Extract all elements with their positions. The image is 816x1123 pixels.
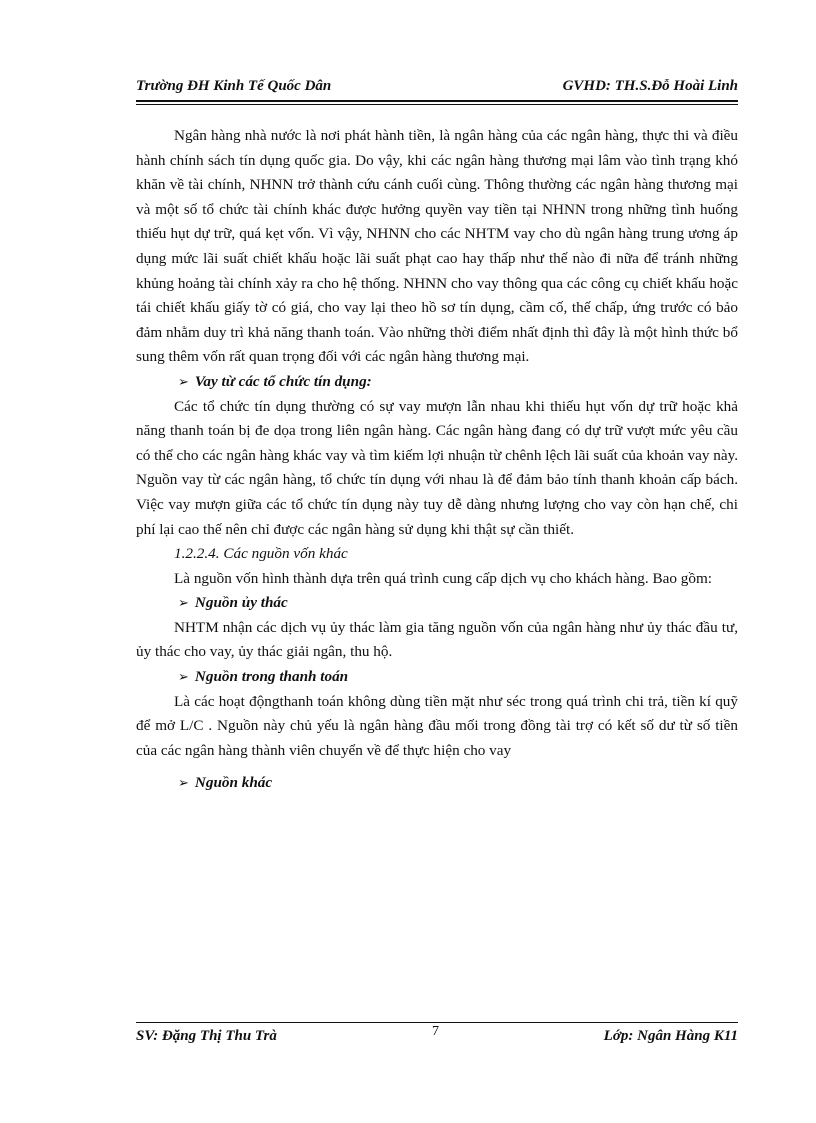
page-header — [136, 76, 738, 102]
arrow-bullet-icon: ➢ — [178, 373, 189, 389]
heading-trust-source: ➢ Nguồn ủy thác — [178, 594, 288, 612]
paragraph-central-bank: Ngân hàng nhà nước là nơi phát hành tiền, là ngân hàng của các ngân hàng, thực thi và điều hành chính sách tín dụng quốc gia. Do vậy, khi các ngân hàng thương mại lâm vào tình trạng khó khăn về tài chính, NHNN trở thành cứu cánh cuối cùng. Thông thường các ngân hàng thương mại và một số tổ chức tài chính khác được hưởng quyền vay tiền tại NHNN trong những tình huống thiếu hụt dự trữ, quá kẹt vốn. Vì vậy, NHNN cho các NHTM vay cho dù ngân hàng trung ương áp dụng mức lãi suất chiết khấu hoặc lãi suất phạt cao hay thấp như thế nào đi nữa để tránh những khủng hoảng tài chính xảy ra cho hệ thống. NHNN cho vay thông qua các công cụ chiết khấu hoặc tái chiết khấu giấy tờ có giá, cho vay lại theo hồ sơ tín dụng, cầm cố, thế chấp, ứng trước có bảo đảm nhằm duy trì khả năng thanh toán. Vào những thời điểm nhất định thì đây là một hình thức bổ sung thêm vốn rất quan trọng đối với các ngân hàng thương mại. — [136, 127, 738, 366]
paragraph-payment-source: Là các hoạt độngthanh toán không dùng tiền mặt như séc trong quá trình chi trả, tiền kí quỹ để mở L/C . Nguồn này chủ yếu là ngân hàng đầu mối trong đồng tài trợ có kết số dư từ số tiền của các ngân hàng thành viên chuyển về để thực hiện cho vay — [136, 692, 738, 759]
page-number: 7 — [432, 1024, 439, 1039]
paragraph-credit-institutions: Các tổ chức tín dụng thường có sự vay mượn lẫn nhau khi thiếu hụt vốn dự trữ hoặc khả năng thanh toán bị đe dọa trong liên ngân hàng. Các ngân hàng đang có dự trữ vượt mức yêu cầu có thể cho các ngân hàng khác vay và tìm kiếm lợi nhuận từ chênh lệch lãi suất của khoản vay này. Nguồn vay từ các ngân hàng, tổ chức tín dụng với nhau là để đảm bảo tính thanh khoản cấp bách. Việc vay mượn giữa các tổ chức tín dụng này tuy dễ dàng nhưng lượng cho vay còn hạn chế, chi phí lại cao thế nên chỉ được các ngân hàng sử dụng khi thật sự cần thiết. — [136, 397, 738, 538]
header-advisor: GVHD: TH.S.Đỗ Hoài Linh — [562, 78, 738, 94]
arrow-bullet-icon: ➢ — [178, 595, 189, 611]
section-heading-other-sources: 1.2.2.4. Các nguồn vốn khác — [174, 545, 348, 563]
footer-student: SV: Đặng Thị Thu Trà — [136, 1028, 277, 1044]
page-body — [136, 124, 738, 796]
page-footer — [136, 1026, 738, 1052]
heading-credit-institutions: ➢ Vay từ các tổ chức tín dụng: — [178, 372, 372, 390]
footer-class: Lớp: Ngân Hàng K11 — [603, 1028, 738, 1044]
header-rule — [136, 100, 738, 105]
paragraph-other-sources: Là nguồn vốn hình thành dựa trên quá trình cung cấp dịch vụ cho khách hàng. Bao gồm: — [174, 569, 712, 587]
heading-other-source: ➢ Nguồn khác — [178, 774, 273, 792]
paragraph-trust-source: NHTM nhận các dịch vụ ủy thác làm gia tăng nguồn vốn của ngân hàng như ủy thác đầu tư, ủy thác cho vay, ủy thác giải ngân, thu hộ. — [136, 618, 738, 661]
header-school: Trường ĐH Kinh Tế Quốc Dân — [136, 78, 332, 94]
arrow-bullet-icon: ➢ — [178, 669, 189, 685]
footer-rule — [136, 1022, 738, 1023]
heading-payment-source: ➢ Nguồn trong thanh toán — [178, 668, 349, 686]
arrow-bullet-icon: ➢ — [178, 775, 189, 791]
